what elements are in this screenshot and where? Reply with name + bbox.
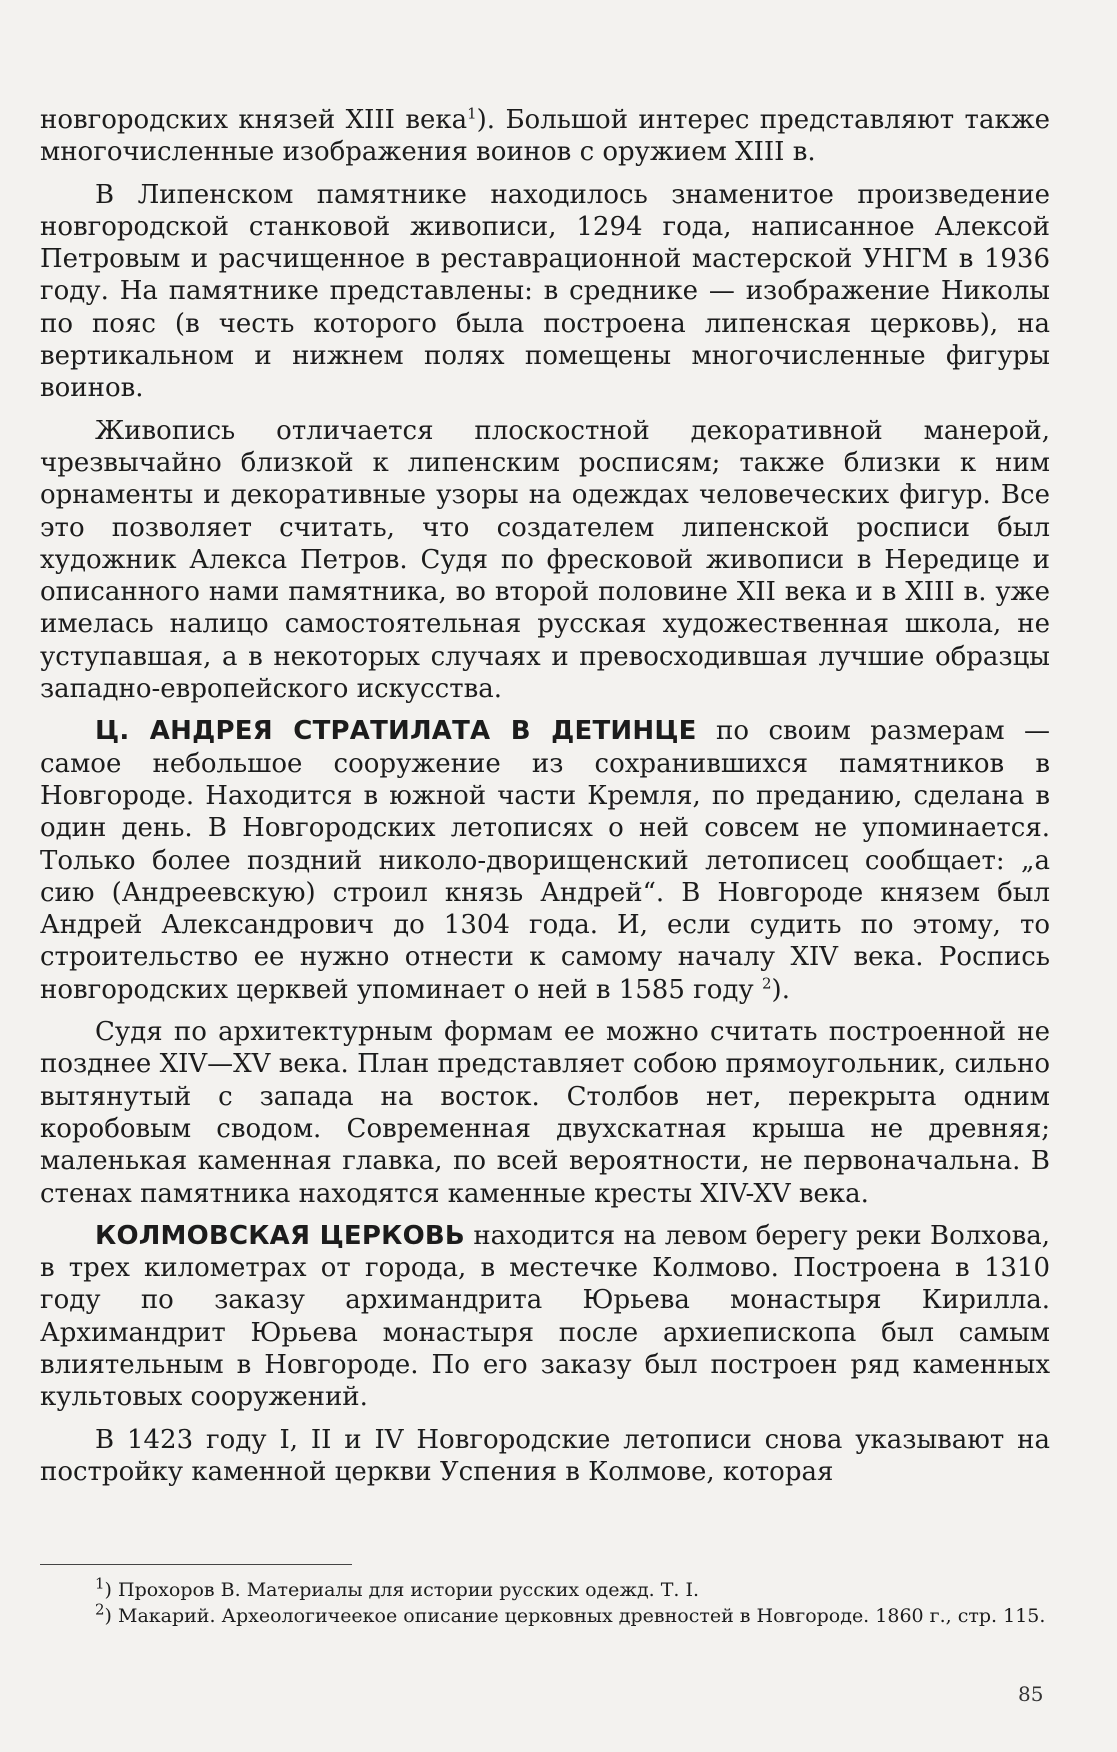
footnote-1: [40, 1574, 1050, 1603]
paragraph-1: [40, 104, 1050, 169]
page-number: 85: [1018, 1682, 1044, 1706]
paragraph-6-text: находится на левом берегу реки Волхова, в трех километрах от города, в местечке Колмово. Построена в 1310 году по заказу архимандрита Юрьева монастыря Кирилла. Архимандрит Юрьева монастыря после архиепископа был самым влиятельным в Новгороде. По его заказу был построен ряд каменных культовых сооружений.: [40, 1220, 1051, 1413]
main-text: [40, 104, 1050, 1488]
footnote-ref-1: 1: [467, 104, 477, 123]
footnote-1-text: ) Прохоров В. Материалы для истории русских одежд. Т. I.: [104, 1579, 700, 1601]
paragraph-andrey-church: [40, 715, 1050, 1006]
footnote-ref-2: 2: [762, 974, 772, 993]
section-heading-andrey-stratilat: Ц. АНДРЕЯ СТРАТИЛАТА В ДЕТИНЦЕ: [95, 716, 697, 747]
footnote-2-mark: 2: [95, 1600, 105, 1619]
footnote-2: [40, 1600, 1050, 1629]
footnote-2-text: ) Макарий. Археологичеекое описание церковных древностей в Новгороде. 1860 г., стр. 115.: [104, 1605, 1046, 1627]
paragraph-5-text: Судя по архитектурным формам ее можно считать построенной не позднее XIV—XV века. План представляет собою прямоугольник, сильно вытянутый с запада на восток. Столбов нет, перекрыта одним коробовым сводом. Современная двухскатная крыша не древняя; маленькая каменная главка, по всей вероятности, не первоначальна. В стенах памятника находятся каменные кресты XIV-XV века.: [40, 1017, 1050, 1209]
paragraph-7-text: В 1423 году I, II и IV Новгородские летописи снова указывают на постройку каменной церкви Успения в Колмове, которая: [40, 1424, 1050, 1487]
paragraph-2-text: В Липенском памятнике находилось знаменитое произведение новгородской станковой живописи, 1294 года, написанное Алексой Петровым и расчищенное в реставрационной мастерской УНГМ в 1936 году. На памятнике представлены: в среднике — изображение Николы по пояс (в честь которого была построена липенская церковь), на вертикальном и нижнем полях помещены многочисленные фигуры воинов.: [40, 179, 1050, 404]
paragraph-3: [40, 415, 1050, 706]
paragraph-1-text-after: ). Большой интерес представляют также многочисленные изображения воинов с оружием XIII в.: [40, 105, 1050, 168]
paragraph-kolmovo-church: [40, 1220, 1050, 1414]
footnotes: [40, 1574, 1050, 1629]
paragraph-2: [40, 179, 1050, 405]
section-heading-kolmovskaya: КОЛМОВСКАЯ ЦЕРКОВЬ: [95, 1220, 465, 1251]
paragraph-1-text: новгородских князей XIII века: [40, 105, 468, 135]
paragraph-3-text: Живопись отличается плоскостной декоративной манерой, чрезвычайно близкой к липенским росписям; также близки к ним орнаменты и декоративные узоры на одеждах человеческих фигур. Все это позволяет считать, что создателем липенской росписи был художник Алекса Петров. Судя по фресковой живописи в Нередице и описанного нами памятника, во второй половине XII века и в XIII в. уже имелась налицо самостоятельная русская художественная школа, не уступавшая, а в некоторых случаях и превосходившая лучшие образцы западно-европейского искусства.: [40, 415, 1050, 705]
footnote-divider: [40, 1564, 352, 1565]
paragraph-4-text-after: ).: [771, 974, 790, 1005]
paragraph-5: [40, 1016, 1050, 1210]
paragraph-4-text: по своим размерам — самое небольшое сооружение из сохранившихся памятников в Новгороде. Находится в южной части Кремля, по преданию, сделана в один день. В Новгородских летописях о ней совсем не упоминается. Только более поздний николо-дворищенский летописец сообщает: „а сию (Андреевскую) строил князь Андрей“. В Новгороде князем был Андрей Александрович до 1304 года. И, если судить по этому, то строительство ее нужно отнести к самому началу XIV века. Роспись новгородских церквей упоминает о ней в 1585 году: [40, 716, 1051, 1005]
footnote-1-mark: 1: [95, 1574, 105, 1593]
paragraph-7: [40, 1424, 1050, 1489]
